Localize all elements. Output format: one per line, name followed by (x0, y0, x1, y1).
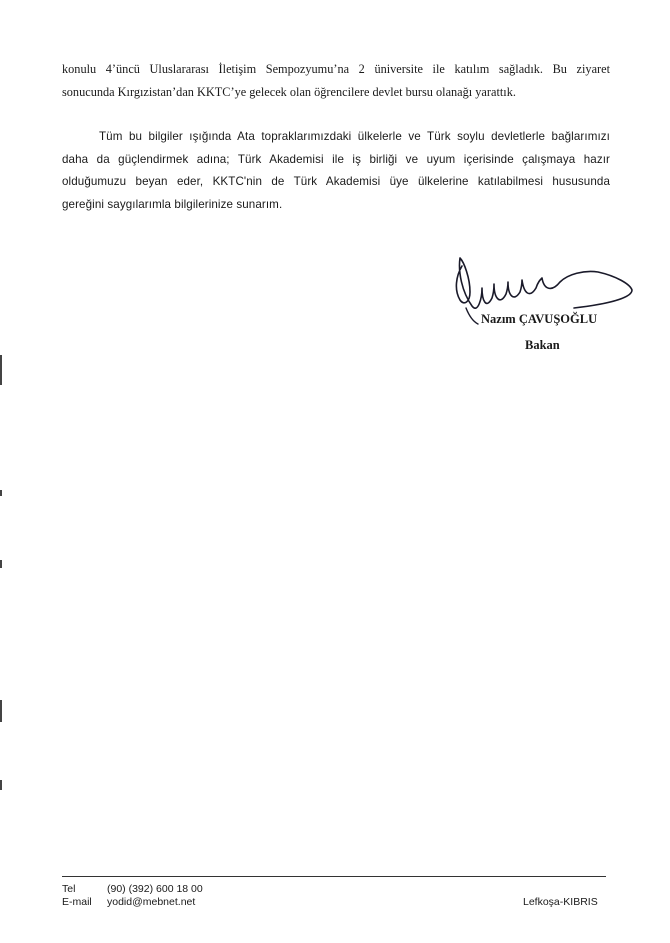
footer-tel-value: (90) (392) 600 18 00 (107, 883, 203, 895)
paragraph-2-line-1: Tüm bu bilgiler ışığında Ata topraklarımızdaki ülkelerle ve Türk soylu devletlerle bağlarımızı (99, 130, 610, 143)
scan-edge-mark (0, 490, 2, 496)
paragraph-1 (62, 58, 610, 103)
signatory-title: Bakan (525, 338, 560, 352)
paragraph-2 (62, 126, 610, 216)
footer-email-value: yodid@mebnet.net (107, 896, 196, 908)
footer-divider (62, 876, 606, 877)
paragraph-2-line-2: daha da güçlendirmek adına; Türk Akademisi ile iş birliği ve uyum içerisinde çalışmaya hazır (62, 152, 610, 166)
scan-edge-mark (0, 560, 2, 568)
footer-tel-label: Tel (62, 883, 76, 895)
footer-location: Lefkoşa-KIBRIS (523, 896, 598, 908)
paragraph-2-line-3: olduğumuzu beyan eder, KKTC'nin de Türk Akademisi üye ülkelerine katılabilmesi hususunda (62, 175, 610, 188)
scan-edge-mark (0, 780, 2, 790)
scan-edge-mark (0, 700, 2, 722)
signatory-name: Nazım ÇAVUŞOĞLU (481, 312, 598, 326)
paragraph-1-line-1: konulu 4’üncü Uluslararası İletişim Sempozyumu’na 2 üniversite ile katılım sağladık. Bu ziyaret (62, 62, 610, 76)
scan-edge-mark (0, 355, 2, 385)
paragraph-2-line-4: gereğini saygılarımla bilgilerinize sunarım. (62, 197, 283, 211)
footer-email-label: E-mail (62, 896, 92, 908)
paragraph-1-line-2: sonucunda Kırgızistan’dan KKTC’ye gelecek olan öğrencilere devlet bursu olanağı yarattık. (62, 84, 516, 99)
